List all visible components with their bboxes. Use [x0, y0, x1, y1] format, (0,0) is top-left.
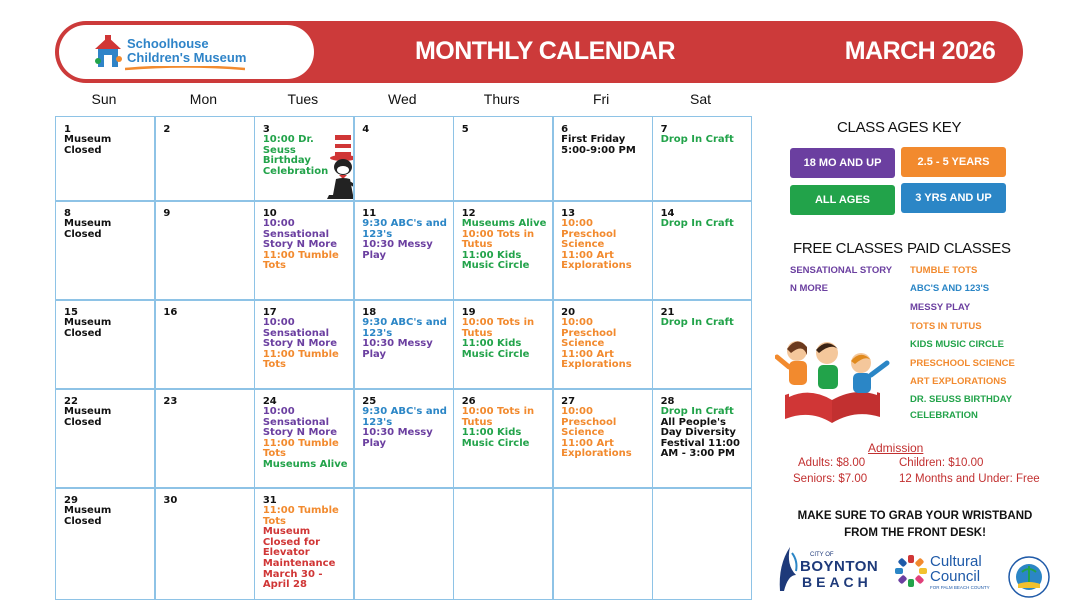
day-header-tues: Tues [287, 91, 319, 107]
day-number: 22 [64, 396, 78, 407]
day-cell-9[interactable] [154, 200, 255, 301]
paid-class-item: DR. SEUSS BIRTHDAY [910, 394, 1013, 405]
event-item: 9:30 ABC's and 123's [362, 317, 447, 339]
event-item: 11:00 Art Explorations [561, 249, 632, 272]
event-item: Drop In Craft [660, 134, 734, 145]
day-number: 15 [64, 307, 78, 318]
day-number: 14 [660, 208, 675, 219]
day-cell-12[interactable] [453, 200, 554, 301]
day-header-mon: Mon [189, 91, 218, 107]
day-cell-6[interactable] [552, 116, 653, 202]
day-number: 21 [660, 307, 675, 318]
day-number: 31 [262, 495, 277, 506]
day-number: 8 [64, 208, 71, 219]
calendar-grid [55, 116, 751, 598]
cultural-council-tagline: FOR PALM BEACH COUNTY [930, 585, 990, 590]
event-item: 10:00 Tots in Tutus [461, 228, 535, 251]
admission-infants: 12 Months and Under: Free [899, 473, 1040, 485]
free-class-item: N MORE [790, 283, 828, 294]
page-title: MONTHLY CALENDAR [414, 37, 676, 65]
day-cell-1[interactable] [55, 116, 156, 202]
event-item: Drop In Craft [660, 218, 734, 229]
event-item: Drop In Craft [660, 406, 734, 417]
age-box-18mo: 18 MO AND UP [790, 148, 895, 178]
paid-class-item: KIDS MUSIC CIRCLE [910, 339, 1004, 350]
day-number: 6 [561, 124, 569, 135]
event-item: 10:30 Messy Play [362, 338, 433, 360]
day-cell-24[interactable] [254, 388, 355, 489]
day-cell-14[interactable] [652, 200, 753, 301]
wristband-notice-line2: FROM THE FRONT DESK! [844, 527, 986, 539]
event-item: 11:00 Art Explorations [561, 437, 632, 460]
day-cell-20[interactable] [552, 299, 653, 390]
day-number: 19 [461, 307, 476, 318]
event-item: 9:30 ABC's and 123's [362, 218, 447, 240]
day-cell-30[interactable] [154, 487, 255, 600]
day-cell-22[interactable] [55, 388, 156, 489]
event-item: Museum Closed [64, 218, 112, 240]
event-item: 10:00 Preschool Science [561, 317, 617, 350]
day-number: 10 [262, 208, 277, 219]
event-item: 10:00 Sensational Story N More [262, 218, 338, 251]
event-item: Museum Closed [64, 505, 112, 527]
event-item: Drop In Craft [660, 317, 734, 328]
day-header-thurs: Thurs [483, 91, 520, 107]
day-header-sat: Sat [690, 91, 712, 107]
event-item: 10:30 Messy Play [362, 427, 433, 449]
month-label: MARCH 2026 [844, 37, 996, 65]
day-header-sun: Sun [91, 91, 117, 107]
day-cell-15[interactable] [55, 299, 156, 390]
museum-name-line1: Schoolhouse [127, 36, 209, 51]
event-item: 11:00 Tumble Tots [262, 249, 339, 272]
paid-classes-title: PAID CLASSES [907, 240, 1011, 257]
day-cell-17[interactable] [254, 299, 355, 390]
day-header-fri: Fri [592, 91, 610, 107]
paid-class-item: ABC'S AND 123'S [910, 283, 990, 294]
day-number: 29 [64, 495, 78, 506]
event-item: 10:00 Tots in Tutus [461, 406, 535, 428]
event-item: 11:00 Kids Music Circle [461, 249, 530, 272]
header-banner [55, 21, 1023, 83]
event-item: 10:00 Tots in Tutus [461, 317, 535, 339]
event-item: 10:00 Sensational Story N More [262, 406, 338, 439]
day-cell-4[interactable] [353, 116, 454, 202]
beach-word: BEACH [802, 574, 872, 590]
day-cell-27[interactable] [552, 388, 653, 489]
event-item: 11:00 Kids Music Circle [461, 427, 530, 449]
logo-swoosh-icon [125, 66, 245, 72]
admission-adults: Adults: $8.00 [798, 457, 866, 469]
cat-in-hat-icon [321, 135, 355, 201]
museum-name-line2: Children's Museum [127, 50, 247, 65]
day-number: 9 [163, 208, 171, 219]
day-number: 18 [362, 307, 377, 318]
event-item: 11:00 Tumble Tots [262, 437, 339, 460]
event-item: First Friday 5:00-9:00 PM [561, 134, 636, 156]
cultural-word: Cultural [930, 553, 982, 570]
boynton-word: BOYNTON [800, 558, 879, 575]
day-number: 20 [561, 307, 576, 318]
free-classes-title: FREE CLASSES [793, 240, 903, 257]
paid-class-item: CELEBRATION [910, 410, 978, 421]
event-item: Museum Closed [64, 406, 112, 428]
day-cell-2[interactable] [154, 116, 255, 202]
museum-logo[interactable] [59, 25, 314, 79]
day-number: 1 [64, 124, 71, 135]
day-number: 13 [561, 208, 576, 219]
event-item: 11:00 Art Explorations [561, 348, 632, 371]
event-item: 11:00 Tumble Tots [262, 505, 339, 527]
boynton-city-of: CITY OF [810, 552, 834, 558]
admission-children: Children: $10.00 [899, 457, 984, 469]
day-cell-13[interactable] [552, 200, 653, 301]
day-cell-19[interactable] [453, 299, 554, 390]
kids-reading-book-icon [775, 333, 890, 425]
day-cell-26[interactable] [453, 388, 554, 489]
empty-day-cell [453, 487, 554, 600]
schoolhouse-icon [93, 35, 123, 71]
class-ages-key-title: CLASS AGES KEY [837, 119, 962, 136]
event-item: 10:00 Preschool Science [561, 218, 617, 251]
day-cell-7[interactable] [652, 116, 753, 202]
paid-class-item: MESSY PLAY [910, 302, 971, 313]
event-item: Museum Closed for Elevator Maintenance March 30 - April 28 [262, 526, 336, 591]
day-cell-3[interactable] [254, 116, 355, 202]
day-number: 16 [163, 307, 178, 318]
council-word: Council [930, 568, 981, 585]
day-cell-8[interactable] [55, 200, 156, 301]
empty-day-cell [552, 487, 653, 600]
age-box-all-ages: ALL AGES [790, 185, 895, 215]
event-item: Museums Alive [461, 218, 547, 229]
day-number: 28 [660, 396, 675, 407]
day-number: 7 [660, 124, 668, 135]
event-item: 9:30 ABC's and 123's [362, 406, 447, 428]
day-cell-28[interactable] [652, 388, 753, 489]
day-number: 25 [362, 396, 377, 407]
day-number: 11 [362, 208, 377, 219]
event-item: 10:30 Messy Play [362, 239, 433, 261]
event-item: Museum Closed [64, 317, 112, 339]
day-cell-18[interactable] [353, 299, 454, 390]
event-item: 10:00 Sensational Story N More [262, 317, 338, 350]
day-cell-23[interactable] [154, 388, 255, 489]
day-number: 26 [461, 396, 476, 407]
wristband-notice [780, 508, 1050, 542]
cultural-council-burst-icon [894, 554, 928, 588]
age-box-2-5yrs: 2.5 - 5 YEARS [901, 147, 1006, 177]
empty-day-cell [353, 487, 454, 600]
admission-seniors: Seniors: $7.00 [793, 473, 868, 485]
day-number: 3 [262, 124, 270, 135]
event-item: Museum Closed [64, 134, 112, 156]
cultural-council-logo[interactable] [892, 552, 998, 596]
day-number: 30 [163, 495, 178, 506]
day-cell-16[interactable] [154, 299, 255, 390]
boynton-beach-logo[interactable] [776, 545, 882, 593]
paid-class-item: TUMBLE TOTS [910, 265, 978, 276]
day-number: 5 [461, 124, 469, 135]
empty-day-cell [652, 487, 753, 600]
free-class-item: SENSATIONAL STORY [790, 265, 893, 276]
day-number: 17 [262, 307, 277, 318]
paid-class-item: TOTS IN TUTUS [910, 321, 982, 332]
event-item: All People's Day Diversity Festival 11:00 AM - 3:00 PM [660, 416, 740, 460]
paid-class-item: PRESCHOOL SCIENCE [910, 358, 1015, 369]
day-header-wed: Wed [388, 91, 417, 107]
palm-beach-county-seal-icon[interactable] [1008, 556, 1050, 598]
event-item: 10:00 Dr. Seuss Birthday Celebration [262, 134, 329, 177]
day-cell-29[interactable] [55, 487, 156, 600]
sailfish-icon [776, 545, 800, 593]
event-item: Museums Alive [262, 458, 348, 470]
event-item: 11:00 Tumble Tots [262, 348, 339, 371]
day-cell-11[interactable] [353, 200, 454, 301]
day-number: 4 [362, 124, 370, 135]
day-number: 12 [461, 208, 476, 219]
day-cell-5[interactable] [453, 116, 554, 202]
event-item: 11:00 Kids Music Circle [461, 338, 530, 360]
day-number: 27 [561, 396, 576, 407]
event-item: 10:00 Preschool Science [561, 406, 617, 439]
age-box-3yrs: 3 YRS AND UP [901, 183, 1006, 213]
day-cell-21[interactable] [652, 299, 753, 390]
day-cell-25[interactable] [353, 388, 454, 489]
admission-title: Admission [868, 441, 924, 455]
day-cell-31[interactable] [254, 487, 355, 600]
wristband-notice-line1: MAKE SURE TO GRAB YOUR WRISTBAND [797, 510, 1033, 522]
paid-class-item: ART EXPLORATIONS [910, 376, 1007, 387]
day-number: 24 [262, 396, 277, 407]
day-number: 2 [163, 124, 171, 135]
day-number: 23 [163, 396, 178, 407]
day-cell-10[interactable] [254, 200, 355, 301]
